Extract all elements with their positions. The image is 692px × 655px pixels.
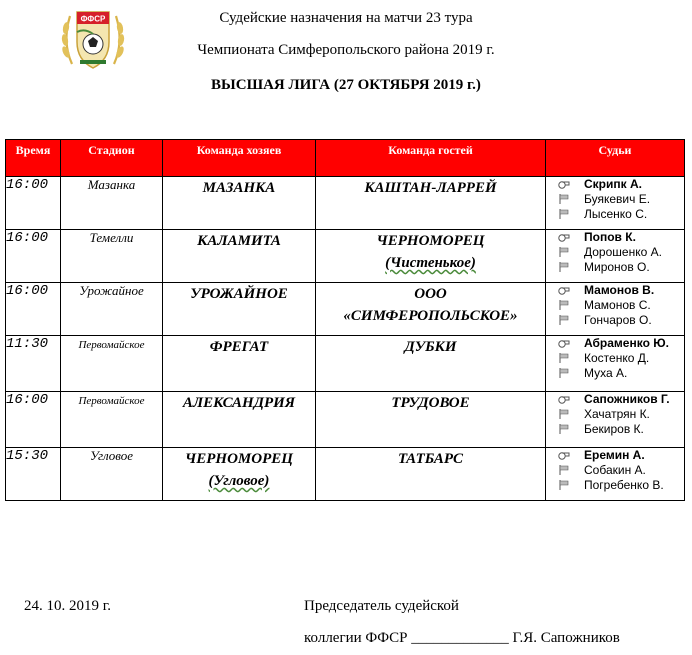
- home-team: МАЗАНКА: [163, 177, 316, 230]
- main-referee: Сапожников Г.: [584, 392, 670, 406]
- away-team-locality: (Чистенькое): [385, 255, 476, 271]
- assistant-referee: Миронов О.: [584, 260, 650, 274]
- referees: [546, 177, 685, 230]
- flag-icon: [558, 424, 570, 434]
- assistant-referee: Костенко Д.: [584, 351, 650, 365]
- assistant-referee: Собакин А.: [584, 463, 646, 477]
- main-referee: Попов К.: [584, 230, 636, 244]
- home-team: ФРЕГАТ: [163, 336, 316, 392]
- flag-icon: [558, 353, 570, 363]
- title-league: ВЫСШАЯ ЛИГА (27 ОКТЯБРЯ 2019 г.): [211, 77, 481, 93]
- col-time: Время: [6, 140, 61, 177]
- assistant-referee: Мамонов С.: [584, 298, 651, 312]
- away-team: КАШТАН-ЛАРРЕЙ: [316, 177, 546, 230]
- flag-icon: [558, 194, 570, 204]
- flag-icon: [558, 300, 570, 310]
- match-time: 15:30: [6, 448, 61, 501]
- stadium: Урожайное: [61, 283, 163, 336]
- match-time: 16:00: [6, 230, 61, 283]
- main-referee: Еремин А.: [584, 448, 645, 462]
- assistant-referee: Погребенко В.: [584, 478, 664, 492]
- flag-icon: [558, 409, 570, 419]
- table-row: [6, 392, 685, 448]
- title-line-2: Чемпионата Симферопольского района 2019 г.: [197, 42, 495, 58]
- referees: [546, 230, 685, 283]
- assistant-referee: Гончаров О.: [584, 313, 652, 327]
- whistle-icon: [558, 450, 570, 460]
- stadium: Первомайское: [61, 392, 163, 448]
- flag-icon: [558, 315, 570, 325]
- whistle-icon: [558, 179, 570, 189]
- home-team: КАЛАМИТА: [163, 230, 316, 283]
- flag-icon: [558, 247, 570, 257]
- home-team-locality: (Угловое): [208, 473, 270, 489]
- flag-icon: [558, 465, 570, 475]
- table-row: [6, 448, 685, 501]
- stadium: Первомайское: [61, 336, 163, 392]
- referees: [546, 392, 685, 448]
- match-time: 11:30: [6, 336, 61, 392]
- whistle-icon: [558, 338, 570, 348]
- assistant-referee: Муха А.: [584, 366, 628, 380]
- assistant-referee: Буякевич Е.: [584, 192, 651, 206]
- table-row: [6, 283, 685, 336]
- home-team: ЧЕРНОМОРЕЦ (Угловое): [163, 448, 316, 501]
- schedule-table: [5, 139, 685, 501]
- signature-line: коллегии ФФСР _____________ Г.Я. Сапожников: [304, 630, 620, 646]
- referees: [546, 448, 685, 501]
- assistant-referee: Дорошенко А.: [584, 245, 662, 259]
- table-row: [6, 177, 685, 230]
- assistant-referee: Хачатрян К.: [584, 407, 650, 421]
- main-referee: Мамонов В.: [584, 283, 655, 297]
- col-away-team: Команда гостей: [316, 140, 546, 177]
- away-team: ДУБКИ: [316, 336, 546, 392]
- col-home-team: Команда хозяев: [163, 140, 316, 177]
- assistant-referee: Бекиров К.: [584, 422, 644, 436]
- home-team: УРОЖАЙНОЕ: [163, 283, 316, 336]
- away-team-name-line2: «СИМФЕРОПОЛЬСКОЕ»: [343, 308, 518, 324]
- away-team: ООО «СИМФЕРОПОЛЬСКОЕ»: [316, 283, 546, 336]
- flag-icon: [558, 262, 570, 272]
- whistle-icon: [558, 285, 570, 295]
- document-date: 24. 10. 2019 г.: [24, 598, 111, 614]
- table-header-row: [6, 140, 685, 177]
- chairman-title: Председатель судейской: [304, 598, 459, 614]
- match-time: 16:00: [6, 392, 61, 448]
- home-team: АЛЕКСАНДРИЯ: [163, 392, 316, 448]
- match-time: 16:00: [6, 177, 61, 230]
- away-team: ТАТБАРС: [316, 448, 546, 501]
- away-team: ТРУДОВОЕ: [316, 392, 546, 448]
- whistle-icon: [558, 394, 570, 404]
- referees: [546, 336, 685, 392]
- col-referees: Судьи: [546, 140, 685, 177]
- stadium: Мазанка: [61, 177, 163, 230]
- referees: [546, 283, 685, 336]
- main-referee: Абраменко Ю.: [584, 336, 669, 350]
- away-team: ЧЕРНОМОРЕЦ (Чистенькое): [316, 230, 546, 283]
- svg-text:ФФСР: ФФСР: [80, 14, 106, 24]
- table-row: [6, 336, 685, 392]
- match-time: 16:00: [6, 283, 61, 336]
- assistant-referee: Лысенко С.: [584, 207, 648, 221]
- flag-icon: [558, 480, 570, 490]
- flag-icon: [558, 209, 570, 219]
- whistle-icon: [558, 232, 570, 242]
- stadium: Темелли: [61, 230, 163, 283]
- main-referee: Скрипк А.: [584, 177, 642, 191]
- title-line-1: Судейские назначения на матчи 23 тура: [219, 10, 473, 26]
- stadium: Угловое: [61, 448, 163, 501]
- col-stadium: Стадион: [61, 140, 163, 177]
- table-row: [6, 230, 685, 283]
- flag-icon: [558, 368, 570, 378]
